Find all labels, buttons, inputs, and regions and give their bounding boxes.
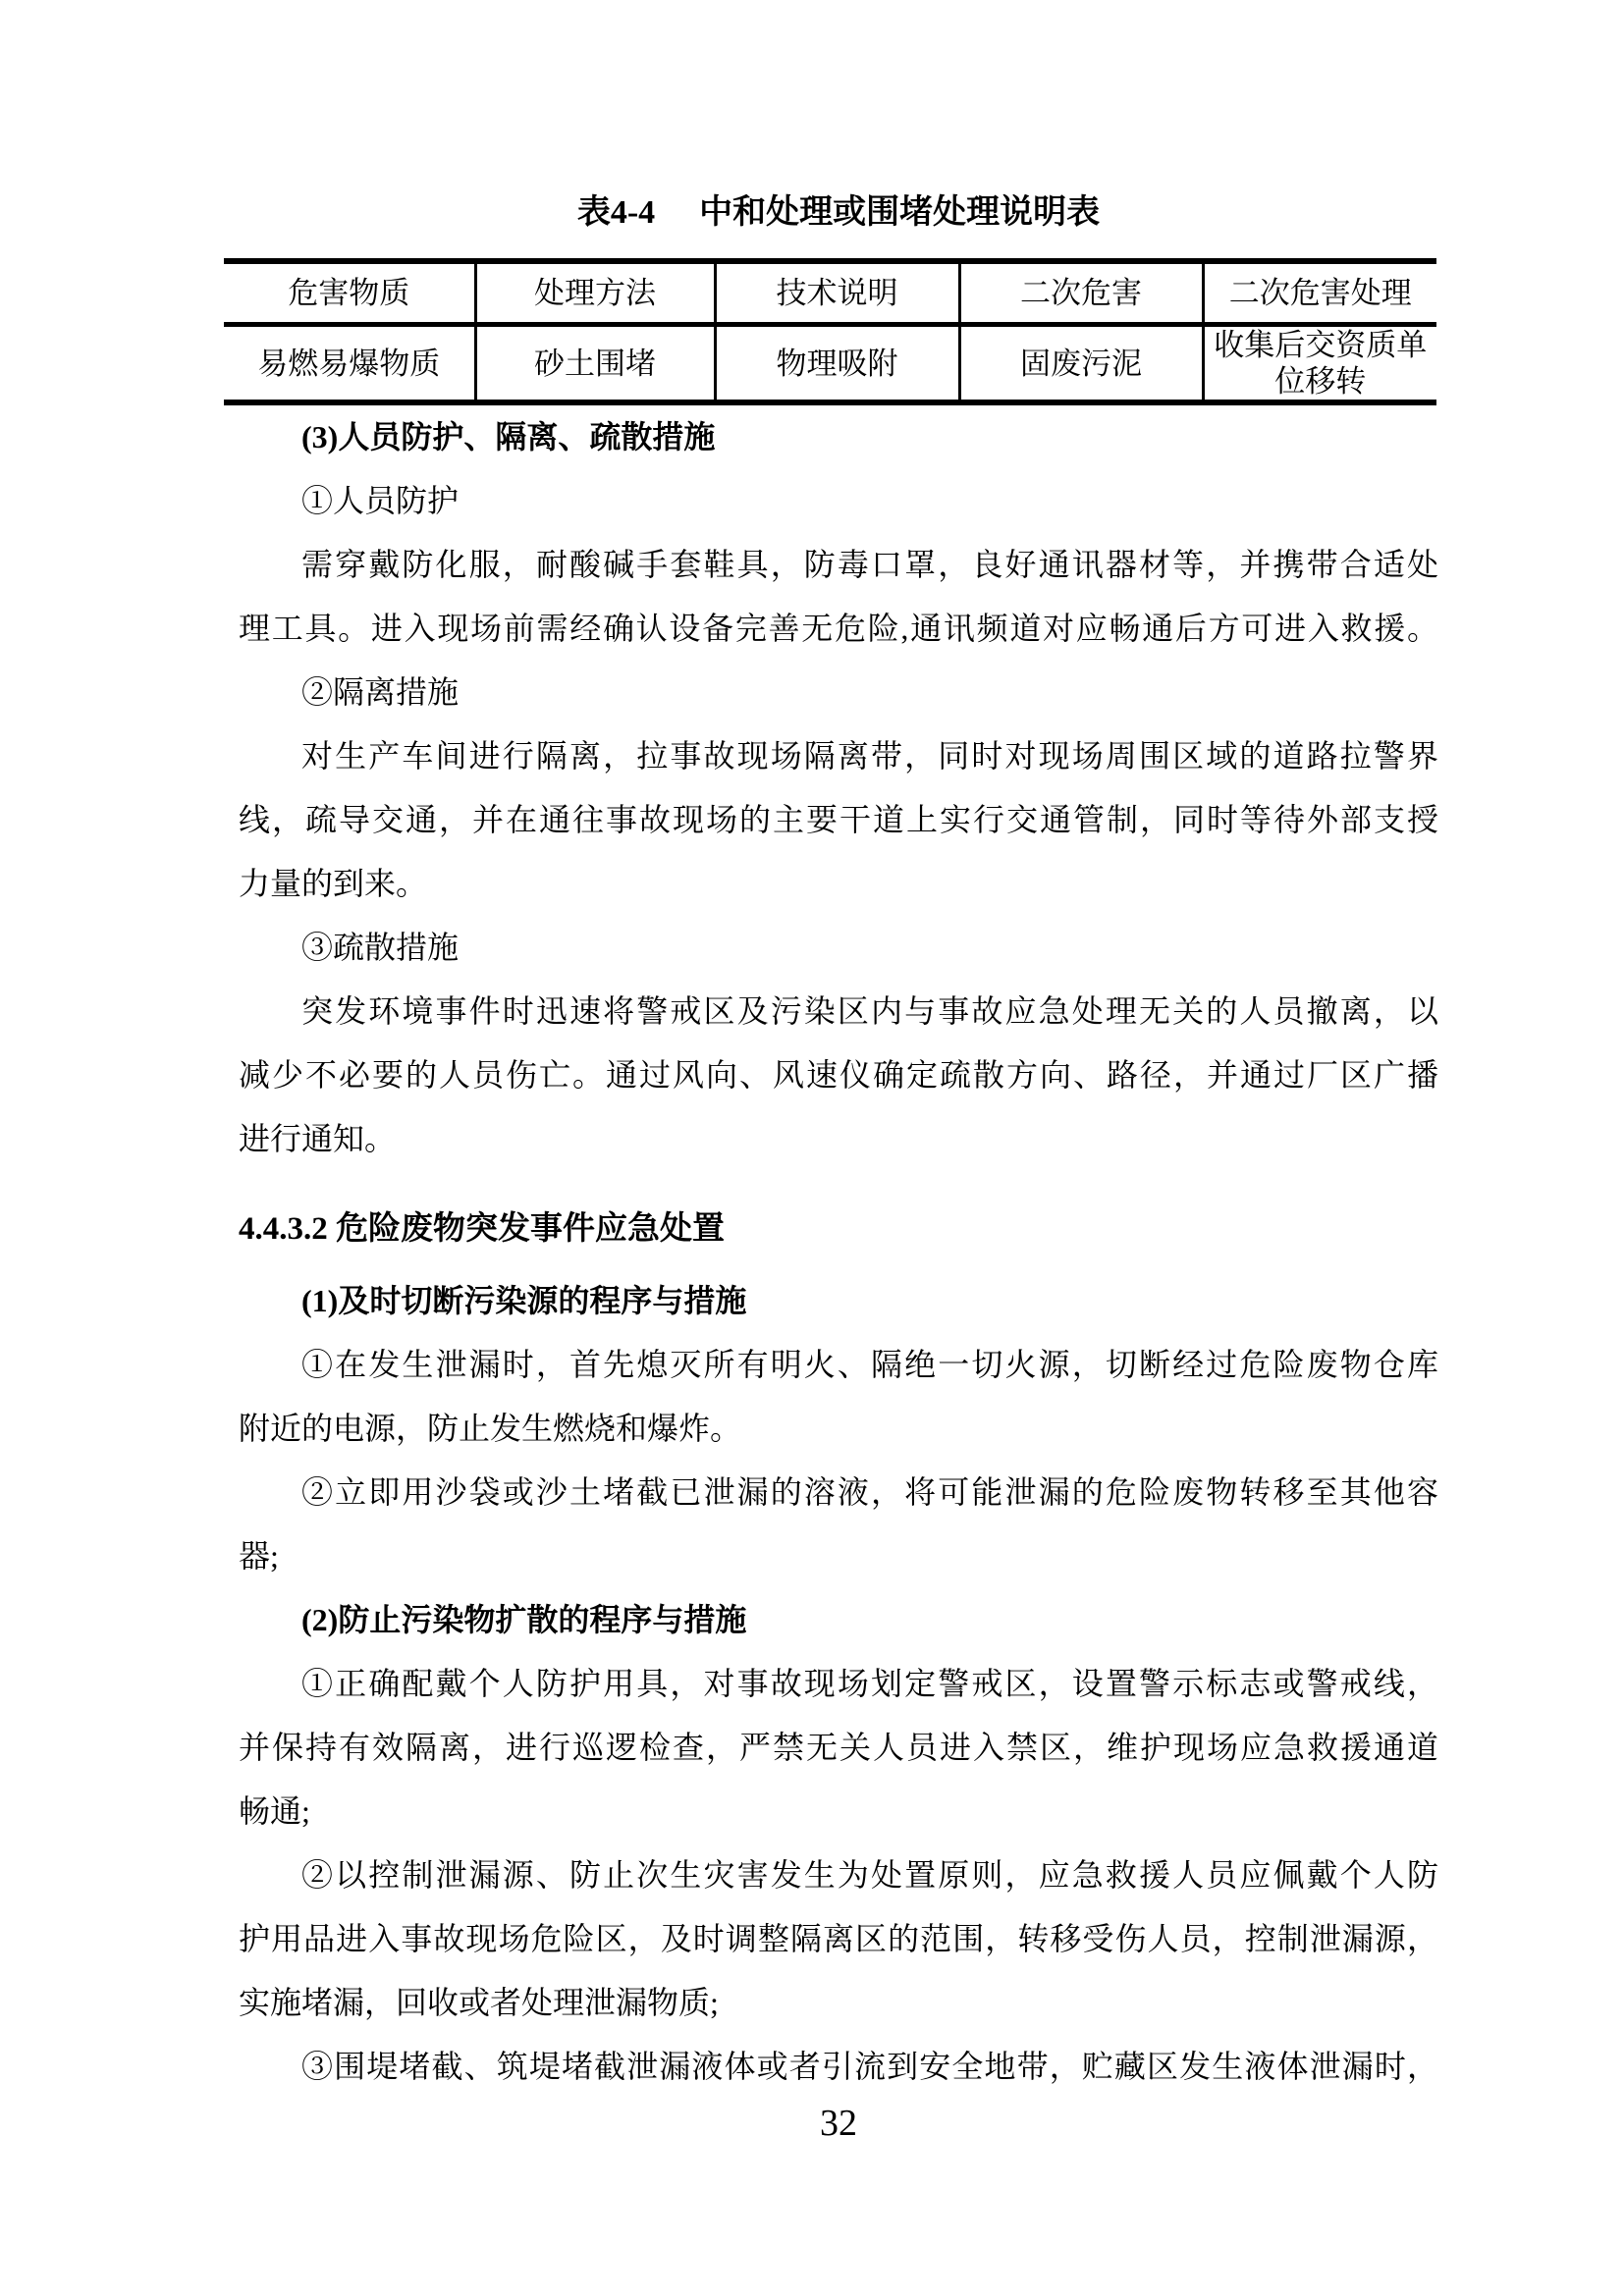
table-cell: 收集后交资质单位移转 xyxy=(1214,328,1428,399)
table-caption-label: 表4-4 xyxy=(576,194,656,231)
body-line: 器; xyxy=(239,1538,279,1574)
body-line: ②以控制泄漏源、防止次生灾害发生为处置原则，应急救援人员应佩戴个人防 xyxy=(301,1857,1438,1893)
body-line: 实施堵漏，回收或者处理泄漏物质; xyxy=(239,1985,719,2020)
table-cell: 易燃易爆物质 xyxy=(224,325,475,403)
body-line: ③围堤堵截、筑堤堵截泄漏液体或者引流到安全地带，贮藏区发生液体泄漏时， xyxy=(301,2049,1438,2084)
table-header-row xyxy=(224,261,1436,325)
subsection-heading: (3)人员防护、隔离、疏散措施 xyxy=(301,419,716,454)
body-line: ①正确配戴个人防护用具，对事故现场划定警戒区，设置警示标志或警戒线， xyxy=(301,1666,1438,1701)
section-heading: 4.4.3.2 危险废物突发事件应急处置 xyxy=(239,1211,725,1247)
treatment-table xyxy=(224,258,1436,405)
page-number: 32 xyxy=(820,2103,857,2144)
body-line: 突发环境事件时迅速将警戒区及污染区内与事故应急处理无关的人员撤离，以 xyxy=(301,993,1438,1029)
body-line: ①在发生泄漏时，首先熄灭所有明火、隔绝一切火源，切断经过危险废物仓库 xyxy=(301,1347,1438,1382)
table-cell: 固废污泥 xyxy=(959,325,1203,403)
treatment-table-wrapper xyxy=(224,258,1436,405)
body-line: 护用品进入事故现场危险区，及时调整隔离区的范围，转移受伤人员，控制泄漏源， xyxy=(239,1921,1438,1956)
body-line: ①人员防护 xyxy=(301,483,460,518)
page-footer xyxy=(239,2103,1438,2144)
table-row xyxy=(224,325,1436,403)
body-line: 对生产车间进行隔离，拉事故现场隔离带，同时对现场周围区域的道路拉警界 xyxy=(301,738,1438,774)
body-line: 需穿戴防化服，耐酸碱手套鞋具，防毒口罩，良好通讯器材等，并携带合适处 xyxy=(301,547,1438,582)
body-line: 进行通知。 xyxy=(239,1121,397,1156)
table-caption-title: 中和处理或围堵处理说明表 xyxy=(699,194,1101,231)
body-text xyxy=(239,405,1438,2099)
table-header-cell: 二次危害 xyxy=(959,261,1203,325)
body-line: 力量的到来。 xyxy=(239,866,428,901)
table-cell: 砂土围堵 xyxy=(475,325,715,403)
body-line: 线，疏导交通，并在通往事故现场的主要干道上实行交通管制，同时等待外部支授 xyxy=(239,802,1438,837)
subsection-heading: (1)及时切断污染源的程序与措施 xyxy=(301,1283,747,1318)
body-line: 理工具。进入现场前需经确认设备完善无危险,通讯频道对应畅通后方可进入救援。 xyxy=(239,611,1438,646)
body-line: ②隔离措施 xyxy=(301,674,460,710)
table-header-cell: 二次危害处理 xyxy=(1203,261,1436,325)
table-caption xyxy=(239,189,1438,237)
body-line: 减少不必要的人员伤亡。通过风向、风速仪确定疏散方向、路径，并通过厂区广播 xyxy=(239,1057,1438,1093)
body-line: 并保持有效隔离，进行巡逻检查，严禁无关人员进入禁区，维护现场应急救援通道 xyxy=(239,1730,1438,1765)
subsection-heading: (2)防止污染物扩散的程序与措施 xyxy=(301,1602,747,1637)
table-header-cell: 处理方法 xyxy=(475,261,715,325)
body-line: ③疏散措施 xyxy=(301,930,460,965)
table-header-cell: 技术说明 xyxy=(715,261,959,325)
body-line: 附近的电源，防止发生燃烧和爆炸。 xyxy=(239,1411,742,1446)
body-line: 畅通; xyxy=(239,1793,310,1829)
table-header-cell: 危害物质 xyxy=(224,261,475,325)
table-cell: 物理吸附 xyxy=(715,325,959,403)
body-line: ②立即用沙袋或沙土堵截已泄漏的溶液，将可能泄漏的危险废物转移至其他容 xyxy=(301,1474,1438,1510)
